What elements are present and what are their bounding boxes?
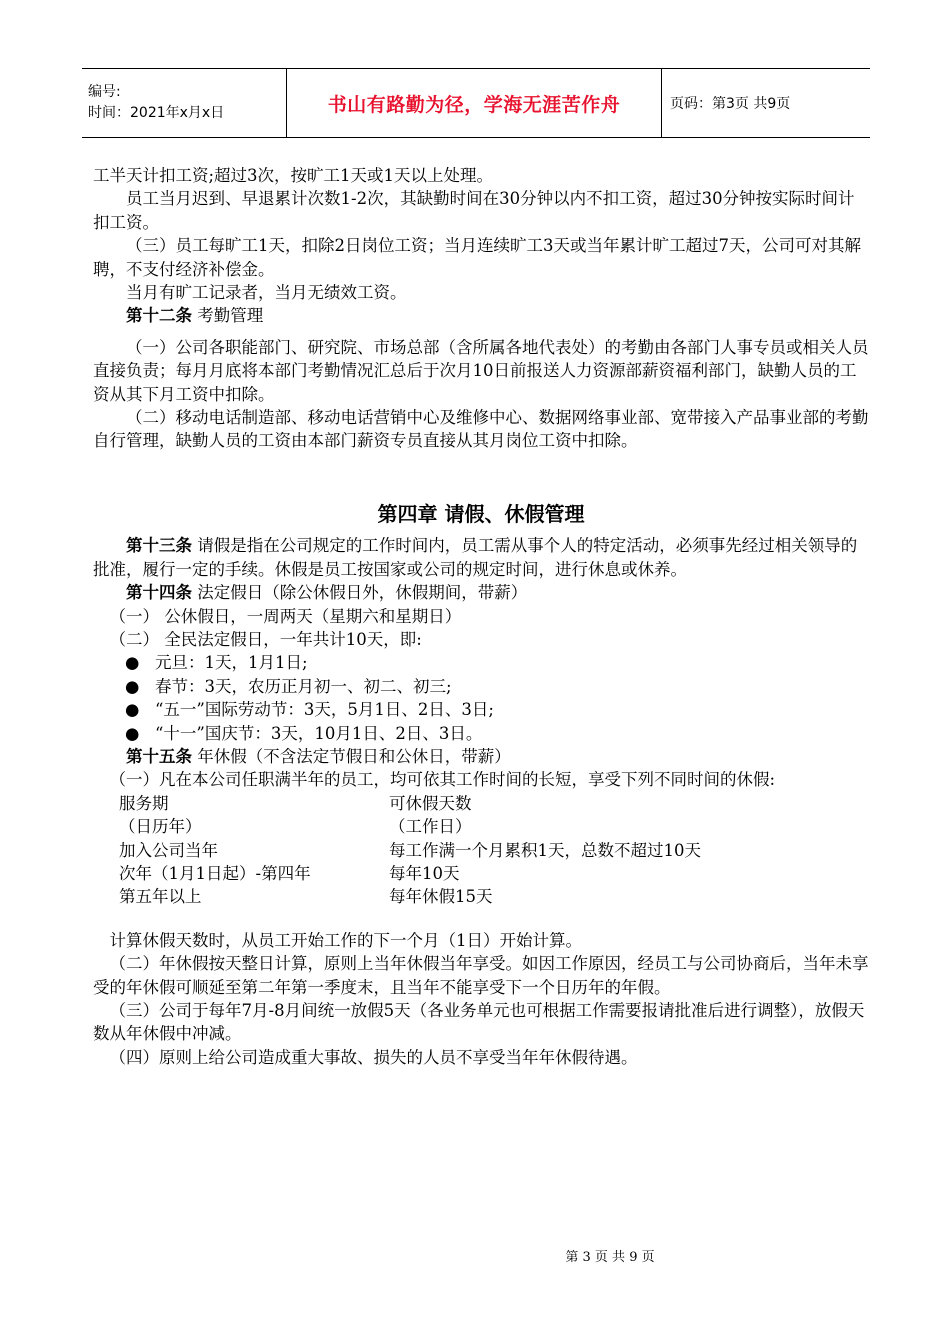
document-body [93,164,869,1069]
paragraph: 计算休假天数时，从员工开始工作的下一个月（1日）开始计算。 [109,930,582,950]
header-page-cell [662,69,870,137]
paragraph: （一）公司各职能部门、研究院、市场总部（含所属各地代表处）的考勤由各部门人事专员或相关人员直接负责；每月月底将本部门考勤情况汇总后于次月10日前报送人力资源部薪资福利部门，缺勤人员的工资从其下月工资中扣除。 [93,337,869,404]
article-12-title: 第十二条 [126,306,192,326]
list-item [93,698,869,721]
table-cell: 每工作满一个月累积1天，总数不超过10天 [389,840,701,860]
leave-table [93,792,869,909]
table-row [93,815,869,838]
table-row [93,885,869,908]
table-cell: （日历年） [119,817,202,837]
list-item-text: 元旦：1天，1月1日; [155,653,308,673]
article-15-title: 第十五条 [126,746,192,766]
table-row [93,862,869,885]
table-cell: 次年（1月1日起）-第四年 [119,863,311,883]
table-cell: 加入公司当年 [119,840,218,860]
table-cell: 第五年以上 [119,887,202,907]
paragraph: （一） 公休假日，一周两天（星期六和星期日） [109,606,462,626]
table-cell: （工作日） [389,817,472,837]
list-item-text: 春节：3天，农历正月初一、初二、初三; [155,676,452,696]
paragraph: （二） 全民法定假日，一年共计10天，即: [109,629,422,649]
list-item [93,722,869,745]
paragraph: （一）凡在本公司任职满半年的员工，均可依其工作时间的长短，享受下列不同时间的休假: [109,770,776,790]
paragraph: （二）年休假按天整日计算，原则上当年休假当年享受。如因工作原因，经员工与公司协商后，当年未享受的年休假可顺延至第二年第一季度末，且当年不能享受下一个日历年的年假。 [93,954,869,997]
paragraph: 员工当月迟到、早退累计次数1-2次，其缺勤时间在30分钟以内不扣工资，超过30分钟按实际时间计扣工资。 [93,189,855,232]
table-cell: 每年10天 [389,863,460,883]
paragraph: （二）移动电话制造部、移动电话营销中心及维修中心、数据网络事业部、宽带接入产品事业部的考勤自行管理，缺勤人员的工资由本部门薪资专员直接从其月岗位工资中扣除。 [93,408,869,451]
bullet-icon: ● [125,653,140,673]
list-item [93,651,869,674]
header-time: 时间：2021年x月x日 [88,105,225,121]
table-row [93,792,869,815]
article-15-text: 年休假（不含法定节假日和公休日，带薪） [192,746,511,766]
bullet-icon: ● [125,700,140,720]
header-page-number: 页码：第3页 共9页 [670,96,791,112]
article-14-title: 第十四条 [126,583,192,603]
paragraph: （四）原则上给公司造成重大事故、损失的人员不享受当年年休假待遇。 [109,1047,638,1067]
table-cell: 服务期 [119,793,169,813]
header-motto: 书山有路勤为径，学海无涯苦作舟 [327,93,621,116]
article-13-title: 第十三条 [126,536,192,556]
header-meta [82,69,287,137]
article-14 [93,581,869,604]
page-header [82,68,870,138]
paragraph: （三）公司于每年7月-8月间统一放假5天（各业务单元也可根据工作需要报请批准后进行调整），放假天数从年休假中冲减。 [93,1001,865,1044]
table-row [93,839,869,862]
list-item-text: “五一”国际劳动节：3天，5月1日、2日、3日; [155,700,494,720]
chapter-title: 第四章 请假、休假管理 [377,501,585,526]
paragraph: 工半天计扣工资;超过3次，按旷工1天或1天以上处理。 [93,166,494,185]
table-cell: 每年休假15天 [389,887,493,907]
article-12-text: 考勤管理 [192,306,264,326]
article-13 [93,534,869,581]
paragraph: （三）员工每旷工1天，扣除2日岗位工资；当月连续旷工3天或当年累计旷工超过7天，公司可对其解聘，不支付经济补偿金。 [93,236,861,279]
article-13-text: 请假是指在公司规定的工作时间内，员工需从事个人的特定活动，必须事先经过相关领导的批准，履行一定的手续。休假是员工按国家或公司的规定时间，进行休息或休养。 [93,536,858,579]
table-cell: 可休假天数 [389,793,472,813]
article-12-heading [93,304,869,327]
bullet-icon: ● [125,723,140,743]
paragraph: 当月有旷工记录者，当月无绩效工资。 [126,283,407,303]
header-motto-cell [287,69,662,137]
page-footer: 第 3 页 共 9 页 [565,1250,655,1265]
list-item [93,675,869,698]
list-item-text: “十一”国庆节：3天，10月1日、2日、3日。 [155,723,483,743]
article-15 [93,745,869,768]
bullet-icon: ● [125,676,140,696]
header-number: 编号: [88,84,121,100]
article-14-text: 法定假日（除公休假日外，休假期间，带薪） [192,583,528,603]
